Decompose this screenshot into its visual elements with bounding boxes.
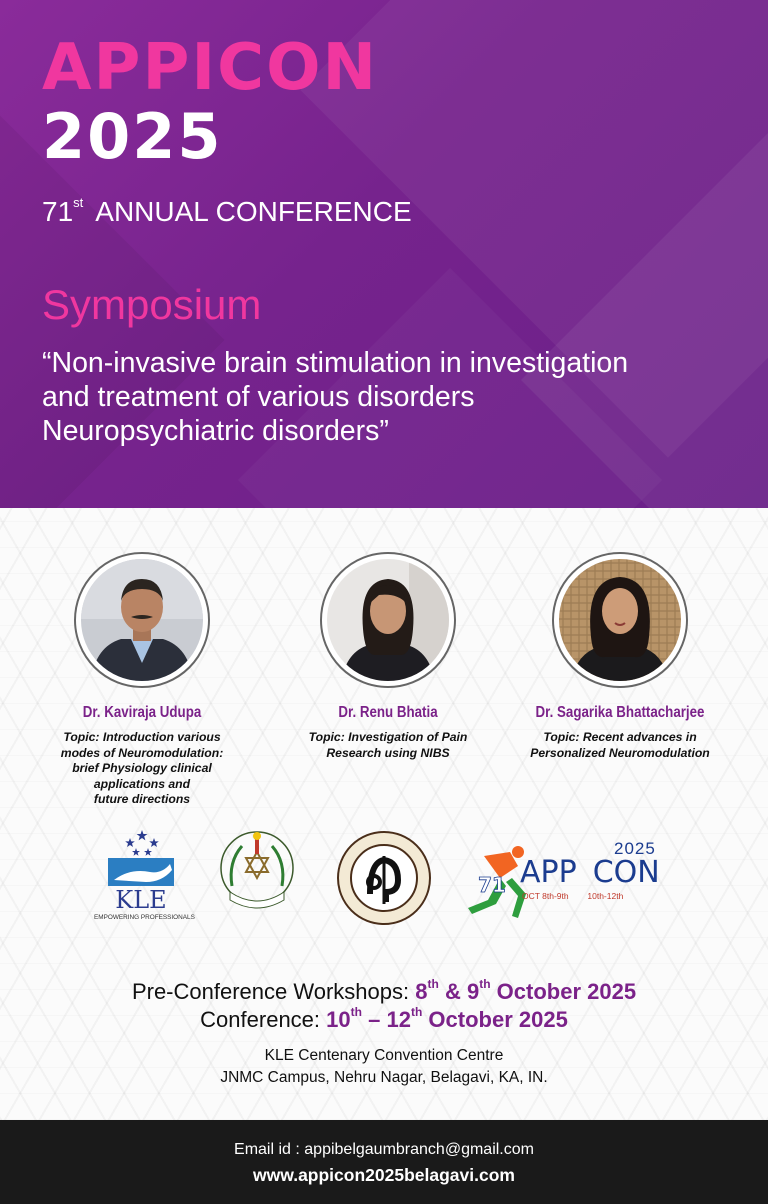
symposium-label: Symposium [42,281,262,328]
edition-number: 71 [42,196,74,227]
appicon-2025-logo [460,839,672,922]
appicon-dates-right: 10th-12th [587,891,624,901]
conference-dates-line [0,1006,768,1034]
symposium-topic [42,346,742,449]
speaker-card [24,552,260,808]
header-banner [0,0,768,508]
speakers-section [0,508,768,1120]
contact-email[interactable]: Email id : appibelgaumbranch@gmail.com [234,1141,534,1158]
speaker-card [270,552,506,761]
speaker-photo-frame [552,552,688,688]
speaker-photo-frame [320,552,456,688]
speaker-topic-line: modes of Neuromodulation: [60,745,224,760]
edition-suffix: st [73,195,84,210]
speaker-photo [559,559,681,681]
appi-seal-logo [336,830,432,926]
conference-dates: 10th – 12th October 2025 [326,1004,568,1032]
edition-text: ANNUAL CONFERENCE [95,196,412,227]
speaker-portrait-icon [327,559,449,681]
edition-line [42,195,412,227]
speaker-topic-line: Topic: Introduction various [63,730,221,744]
appicon-logo-dates [522,892,623,901]
speaker-photo [327,559,449,681]
conference-year: 2025 [42,100,223,173]
speaker-name: Dr. Kaviraja Udupa [82,704,202,721]
website-link[interactable]: www.appicon2025belagavi.com [253,1164,515,1185]
appicon-logo-wordmark [520,855,660,890]
speaker-photo-frame [74,552,210,688]
speaker-photo [81,559,203,681]
speaker-portrait-icon [81,559,203,681]
jnmc-seal-logo [216,826,298,916]
speaker-name: Dr. Sagarika Bhattacharjee [535,704,705,721]
dates-block [0,978,768,1090]
symposium-topic-line: and treatment of various disorders [42,381,475,414]
appicon-logo-left: APP [520,855,577,890]
conference-label: Conference: [200,1006,321,1032]
speaker-portrait-icon [559,559,681,681]
jnmc-seal-icon [216,826,298,916]
speaker-topic [42,730,242,808]
venue-line: KLE Centenary Convention Centre [264,1047,504,1064]
symposium-topic-line: “Non-invasive brain stimulation in investigation [42,347,629,379]
appicon-edition-number: 71 [478,873,506,897]
symposium-topic-line: Neuropsychiatric disorders” [42,415,389,448]
speaker-topic [520,730,720,761]
appicon-dates-left: OCT 8th-9th [522,891,569,901]
kle-logo-text: KLE [115,886,167,914]
venue-block [0,1045,768,1090]
speaker-topic-line: brief Physiology clinical [72,761,212,776]
speaker-topic [288,730,488,761]
venue-line: JNMC Campus, Nehru Nagar, Belagavi, KA, IN. [220,1069,548,1087]
kle-logo [94,828,195,924]
workshop-dates: 8th & 9th October 2025 [415,977,637,1004]
speaker-topic-line: Topic: Investigation of Pain [308,730,468,744]
speaker-card [502,552,738,761]
speaker-topic-line: Personalized Neuromodulation [530,745,710,760]
appicon-logo-year: 2025 [614,839,656,858]
speaker-topic-line: Topic: Recent advances in [543,730,697,744]
speaker-topic-line: applications and [93,776,191,791]
workshop-dates-line [0,978,768,1006]
appi-seal-icon [336,830,432,926]
speaker-topic-line: Research using NIBS [326,745,450,760]
kle-logo-tagline: EMPOWERING PROFESSIONALS [94,914,195,921]
footer [0,1120,768,1204]
conference-title: APPICON [42,31,379,105]
speaker-name: Dr. Renu Bhatia [338,704,438,721]
speaker-topic-line: future directions [93,792,191,807]
logos-row [0,826,768,926]
workshop-label: Pre-Conference Workshops: [131,979,410,1004]
appicon-logo-right: CON [592,855,660,890]
